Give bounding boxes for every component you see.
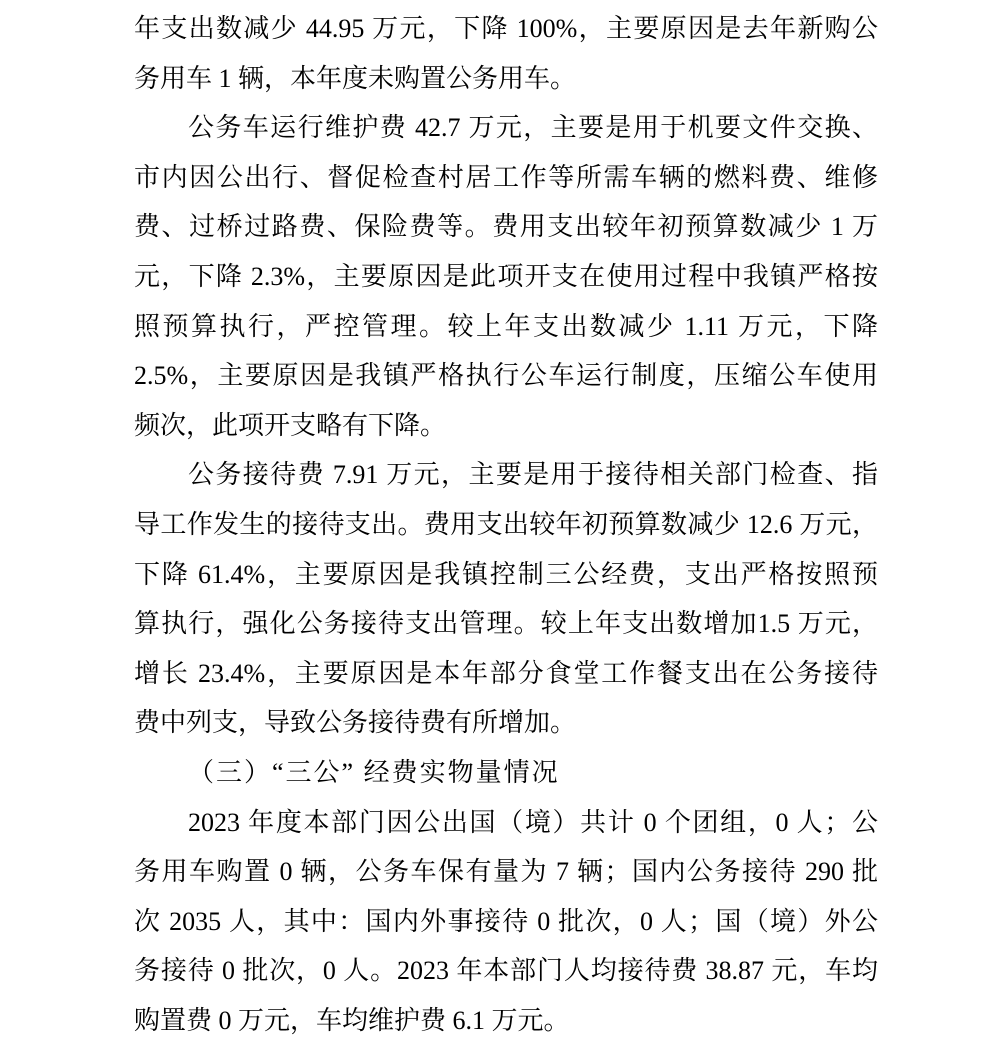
section-heading: （三）“三公” 经费实物量情况 bbox=[188, 757, 560, 787]
text-line: 2023 年度本部门因公出国（境）共计 0 个团组，0 人；公 bbox=[188, 807, 878, 837]
text-line: 购置费 0 万元，车均维护费 6.1 万元。 bbox=[134, 1005, 570, 1035]
text-line: 务用车购置 0 辆，公务车保有量为 7 辆；国内公务接待 290 批 bbox=[134, 857, 878, 887]
text-line: 市内因公出行、督促检查村居工作等所需车辆的燃料费、维修 bbox=[134, 162, 878, 192]
text-line: 次 2035 人，其中：国内外事接待 0 批次，0 人；国（境）外公 bbox=[134, 906, 878, 936]
text-line: 年支出数减少 44.95 万元，下降 100%，主要原因是去年新购公 bbox=[134, 14, 878, 43]
text-line: 频次，此项开支略有下降。 bbox=[134, 410, 447, 440]
text-line: 导工作发生的接待支出。费用支出较年初预算数减少 12.6 万元， bbox=[134, 509, 878, 539]
text-line: 2.5%，主要原因是我镇严格执行公车运行制度，压缩公车使用 bbox=[134, 361, 878, 391]
text-line: 务用车 1 辆，本年度未购置公务用车。 bbox=[134, 63, 577, 93]
text-line: 下降 61.4%，主要原因是我镇控制三公经费，支出严格按照预 bbox=[134, 559, 878, 589]
text-line: 费、过桥过路费、保险费等。费用支出较年初预算数减少 1 万 bbox=[134, 212, 878, 242]
text-line: 务接待 0 批次，0 人。2023 年本部门人均接待费 38.87 元，车均 bbox=[134, 956, 878, 986]
text-line: 照预算执行，严控管理。较上年支出数减少 1.11 万元，下降 bbox=[134, 311, 878, 341]
text-line: 公务接待费 7.91 万元，主要是用于接待相关部门检查、指 bbox=[188, 460, 878, 490]
text-line: 费中列支，导致公务接待费有所增加。 bbox=[134, 708, 577, 738]
text-line: 算执行，强化公务接待支出管理。较上年支出数增加1.5 万元， bbox=[134, 609, 878, 639]
text-line: 增长 23.4%，主要原因是本年部分食堂工作餐支出在公务接待 bbox=[134, 658, 878, 688]
text-line: 元，下降 2.3%，主要原因是此项开支在使用过程中我镇严格按 bbox=[134, 261, 878, 291]
text-line: 公务车运行维护费 42.7 万元，主要是用于机要文件交换、 bbox=[188, 113, 878, 143]
